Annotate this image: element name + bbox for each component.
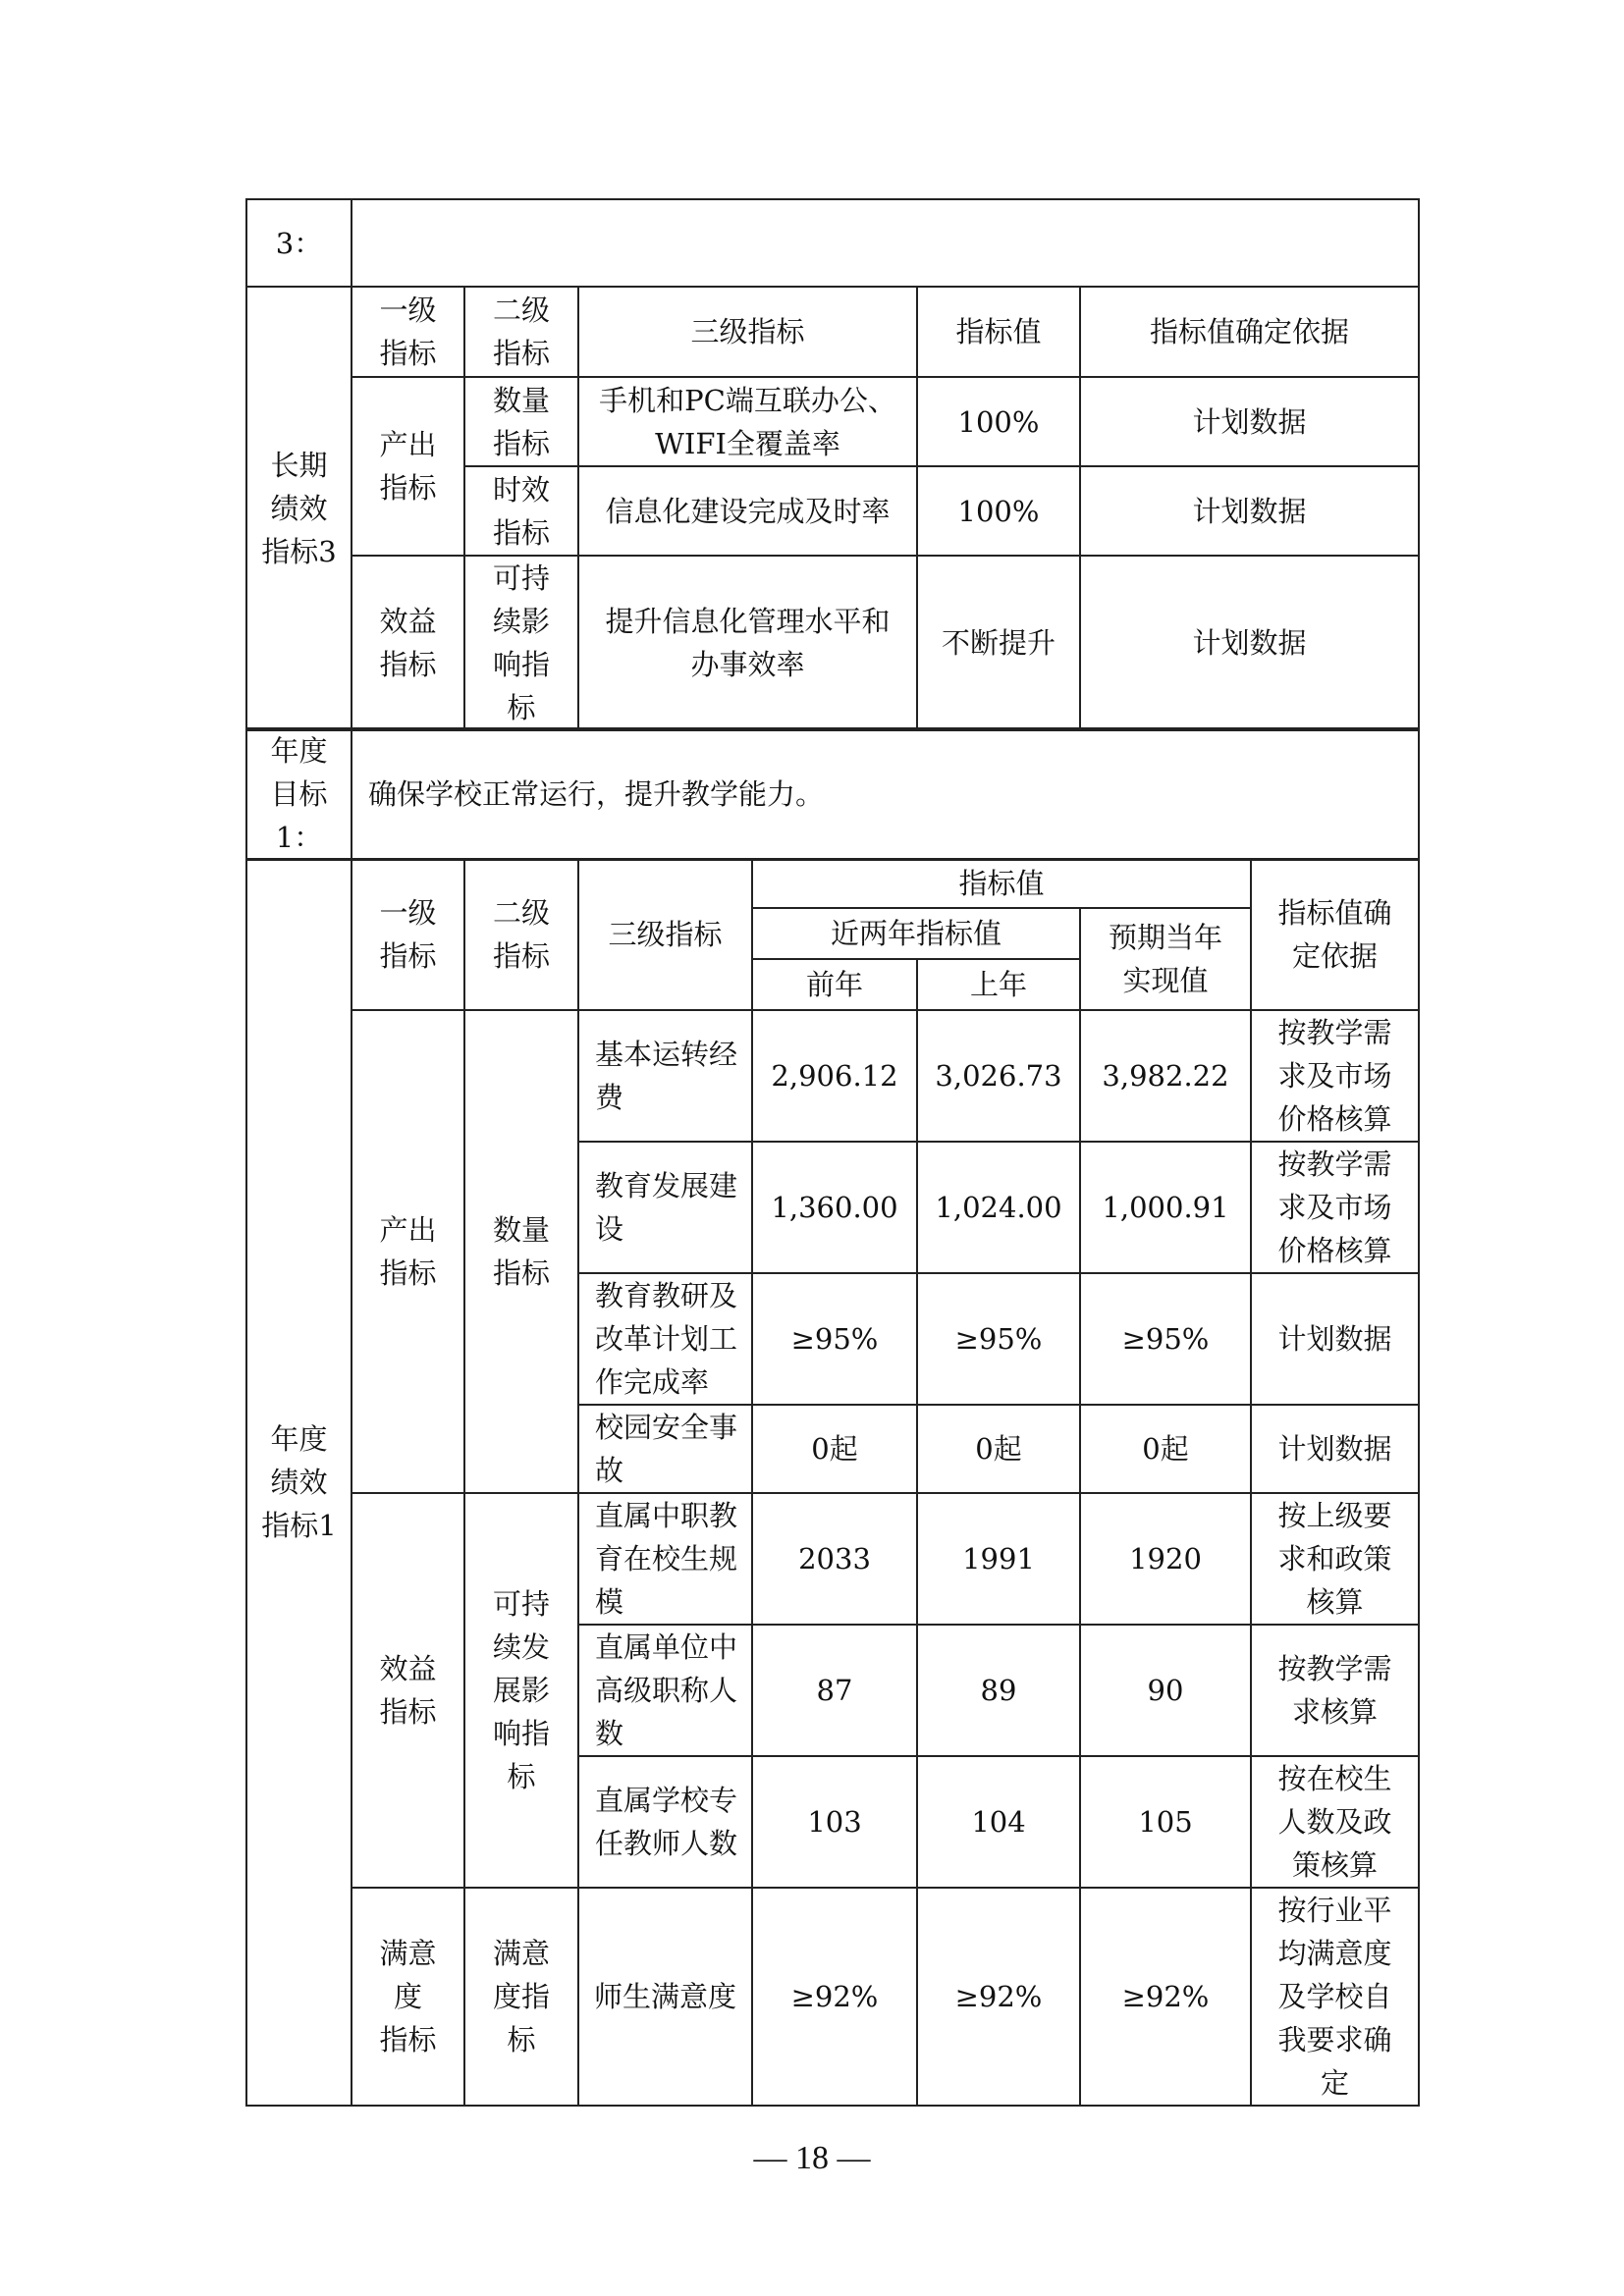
header-level3: 三级指标 bbox=[578, 287, 917, 377]
cell-prev: 2,906.12 bbox=[752, 1010, 917, 1142]
header-expected: 预期当年 实现值 bbox=[1080, 908, 1251, 1010]
header-recent-years: 近两年指标值 bbox=[752, 908, 1080, 959]
cell-level1-benefit: 效益 指标 bbox=[352, 1493, 464, 1888]
header-level3: 三级指标 bbox=[578, 859, 752, 1010]
cell-level3: 直属单位中 高级职称人 数 bbox=[578, 1625, 752, 1756]
annual-indicator-table bbox=[245, 858, 1420, 2107]
cell-last: 0起 bbox=[917, 1405, 1080, 1493]
cell-expected: ≥95% bbox=[1080, 1273, 1251, 1405]
cell-prev: 87 bbox=[752, 1625, 917, 1756]
cell-basis: 按教学需 求及市场 价格核算 bbox=[1251, 1010, 1419, 1142]
cell-level3: 教育教研及 改革计划工 作完成率 bbox=[578, 1273, 752, 1405]
cell-prev: 103 bbox=[752, 1756, 917, 1888]
cell-basis: 按教学需 求核算 bbox=[1251, 1625, 1419, 1756]
header-prev-year: 前年 bbox=[752, 959, 917, 1010]
annual-goal-table bbox=[245, 727, 1420, 861]
cell-level1-output: 产出 指标 bbox=[352, 377, 464, 556]
cell-level3: 教育发展建 设 bbox=[578, 1142, 752, 1273]
cell-level3: 直属中职教 育在校生规 模 bbox=[578, 1493, 752, 1625]
cell-level3: 信息化建设完成及时率 bbox=[578, 466, 917, 556]
header-level2: 二级 指标 bbox=[464, 859, 578, 1010]
cell-level3: 基本运转经 费 bbox=[578, 1010, 752, 1142]
cell-level2-quantity: 数量 指标 bbox=[464, 1010, 578, 1493]
cell-expected: 0起 bbox=[1080, 1405, 1251, 1493]
cell-expected: 90 bbox=[1080, 1625, 1251, 1756]
cell-basis: 按上级要 求和政策 核算 bbox=[1251, 1493, 1419, 1625]
cell-expected: 3,982.22 bbox=[1080, 1010, 1251, 1142]
header-basis: 指标值确定依据 bbox=[1080, 287, 1419, 377]
cell-prev: 0起 bbox=[752, 1405, 917, 1493]
cell-prev: ≥92% bbox=[752, 1888, 917, 2106]
cell-expected: 1,000.91 bbox=[1080, 1142, 1251, 1273]
header-level2: 二级 指标 bbox=[464, 287, 578, 377]
header-last-year: 上年 bbox=[917, 959, 1080, 1010]
goal-3-content bbox=[352, 199, 1419, 287]
annual-goal-label: 年度 目标 1： bbox=[246, 728, 352, 860]
cell-prev: 2033 bbox=[752, 1493, 917, 1625]
cell-level3: 提升信息化管理水平和 办事效率 bbox=[578, 556, 917, 730]
long-term-indicator-table bbox=[245, 198, 1420, 731]
cell-expected: ≥92% bbox=[1080, 1888, 1251, 2106]
cell-level2: 时效 指标 bbox=[464, 466, 578, 556]
cell-level3: 直属学校专 任教师人数 bbox=[578, 1756, 752, 1888]
cell-basis: 计划数据 bbox=[1251, 1405, 1419, 1493]
cell-level3: 手机和PC端互联办公、 WIFI全覆盖率 bbox=[578, 377, 917, 466]
cell-level2-satisfaction: 满意 度指 标 bbox=[464, 1888, 578, 2106]
cell-expected: 105 bbox=[1080, 1756, 1251, 1888]
header-value: 指标值 bbox=[917, 287, 1080, 377]
cell-expected: 1920 bbox=[1080, 1493, 1251, 1625]
cell-basis: 按行业平 均满意度 及学校自 我要求确 定 bbox=[1251, 1888, 1419, 2106]
header-level1: 一级 指标 bbox=[352, 859, 464, 1010]
long-term-indicator-label: 长期 绩效 指标3 bbox=[246, 287, 352, 730]
cell-level2: 数量 指标 bbox=[464, 377, 578, 466]
cell-level2-sustainable: 可持 续发 展影 响指 标 bbox=[464, 1493, 578, 1888]
cell-last: ≥92% bbox=[917, 1888, 1080, 2106]
cell-last: 1991 bbox=[917, 1493, 1080, 1625]
cell-level2: 可持 续影 响指 标 bbox=[464, 556, 578, 730]
cell-last: 3,026.73 bbox=[917, 1010, 1080, 1142]
annual-indicator-label: 年度 绩效 指标1 bbox=[246, 859, 352, 2106]
cell-basis: 计划数据 bbox=[1080, 556, 1419, 730]
cell-value: 不断提升 bbox=[917, 556, 1080, 730]
page-number: — 18 — bbox=[753, 2140, 871, 2176]
cell-last: 1,024.00 bbox=[917, 1142, 1080, 1273]
goal-3-label: 3： bbox=[246, 199, 352, 287]
cell-basis: 计划数据 bbox=[1251, 1273, 1419, 1405]
cell-basis: 按教学需 求及市场 价格核算 bbox=[1251, 1142, 1419, 1273]
cell-prev: ≥95% bbox=[752, 1273, 917, 1405]
cell-level3: 师生满意度 bbox=[578, 1888, 752, 2106]
cell-last: 89 bbox=[917, 1625, 1080, 1756]
cell-level1-satisfaction: 满意 度 指标 bbox=[352, 1888, 464, 2106]
cell-last: ≥95% bbox=[917, 1273, 1080, 1405]
header-basis: 指标值确 定依据 bbox=[1251, 859, 1419, 1010]
cell-prev: 1,360.00 bbox=[752, 1142, 917, 1273]
header-value: 指标值 bbox=[752, 859, 1251, 908]
cell-basis: 计划数据 bbox=[1080, 466, 1419, 556]
cell-value: 100% bbox=[917, 377, 1080, 466]
annual-goal-text: 确保学校正常运行，提升教学能力。 bbox=[352, 728, 1419, 860]
cell-value: 100% bbox=[917, 466, 1080, 556]
cell-last: 104 bbox=[917, 1756, 1080, 1888]
cell-basis: 计划数据 bbox=[1080, 377, 1419, 466]
header-level1: 一级 指标 bbox=[352, 287, 464, 377]
cell-level3: 校园安全事 故 bbox=[578, 1405, 752, 1493]
cell-level1-benefit: 效益 指标 bbox=[352, 556, 464, 730]
cell-level1-output: 产出 指标 bbox=[352, 1010, 464, 1493]
cell-basis: 按在校生 人数及政 策核算 bbox=[1251, 1756, 1419, 1888]
